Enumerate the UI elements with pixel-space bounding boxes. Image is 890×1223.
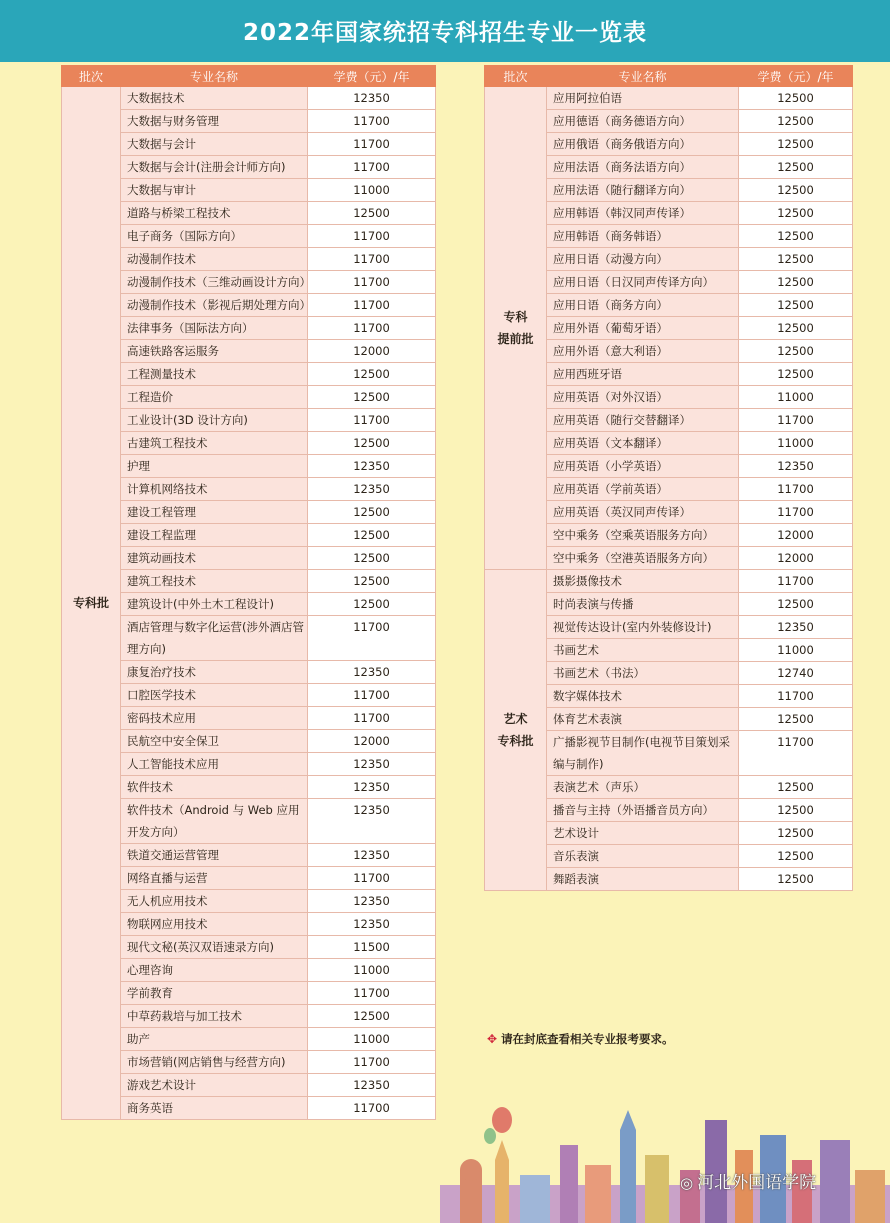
major-name-cell: 建设工程监理 bbox=[121, 524, 308, 547]
tuition-fee-cell: 12500 bbox=[308, 524, 436, 547]
table-row bbox=[485, 87, 853, 110]
major-name-cell: 大数据与财务管理 bbox=[121, 110, 308, 133]
major-name-cell: 书画艺术 bbox=[547, 639, 739, 662]
major-name-cell: 铁道交通运营管理 bbox=[121, 844, 308, 867]
major-name-cell: 应用日语（动漫方向） bbox=[547, 248, 739, 271]
header-major: 专业名称 bbox=[121, 66, 308, 87]
tuition-fee-cell: 11000 bbox=[308, 1028, 436, 1051]
tuition-fee-cell: 12500 bbox=[308, 501, 436, 524]
tuition-fee-cell: 11500 bbox=[308, 936, 436, 959]
major-name-cell: 物联网应用技术 bbox=[121, 913, 308, 936]
major-name-cell: 应用英语（学前英语） bbox=[547, 478, 739, 501]
batch-cell: 专科批 bbox=[62, 87, 121, 1120]
tuition-fee-cell: 12000 bbox=[739, 547, 853, 570]
tuition-fee-cell: 12500 bbox=[739, 845, 853, 868]
tuition-fee-cell: 12350 bbox=[308, 776, 436, 799]
tuition-fee-cell: 12350 bbox=[308, 913, 436, 936]
header-fee: 学费（元）/年 bbox=[308, 66, 436, 87]
tuition-fee-cell: 11700 bbox=[308, 409, 436, 432]
major-name-cell: 应用阿拉伯语 bbox=[547, 87, 739, 110]
tuition-fee-cell: 11700 bbox=[308, 225, 436, 248]
tuition-fee-cell: 12350 bbox=[308, 753, 436, 776]
tuition-fee-cell: 12350 bbox=[308, 890, 436, 913]
batch-cell: 艺术 专科批 bbox=[485, 570, 547, 891]
tuition-fee-cell: 11000 bbox=[308, 179, 436, 202]
tuition-fee-cell: 12350 bbox=[739, 455, 853, 478]
title-banner bbox=[0, 0, 890, 62]
tuition-fee-cell: 12500 bbox=[308, 386, 436, 409]
major-name-cell: 摄影摄像技术 bbox=[547, 570, 739, 593]
tuition-fee-cell: 11700 bbox=[739, 731, 853, 776]
tuition-fee-cell: 12500 bbox=[308, 432, 436, 455]
tuition-fee-cell: 12500 bbox=[308, 547, 436, 570]
watermark-text: 河北外国语学院 bbox=[697, 1173, 817, 1193]
tuition-fee-cell: 11700 bbox=[308, 616, 436, 661]
major-name-cell: 中草药栽培与加工技术 bbox=[121, 1005, 308, 1028]
footer-note bbox=[487, 1031, 674, 1047]
major-name-cell: 应用英语（随行交替翻译） bbox=[547, 409, 739, 432]
tuition-fee-cell: 11000 bbox=[739, 639, 853, 662]
major-name-cell: 高速铁路客运服务 bbox=[121, 340, 308, 363]
tuition-fee-cell: 11000 bbox=[739, 432, 853, 455]
tuition-fee-cell: 12500 bbox=[739, 868, 853, 891]
major-name-cell: 应用法语（商务法语方向） bbox=[547, 156, 739, 179]
major-name-cell: 应用英语（小学英语） bbox=[547, 455, 739, 478]
major-name-cell: 空中乘务（空港英语服务方向） bbox=[547, 547, 739, 570]
tuition-fee-cell: 12500 bbox=[739, 317, 853, 340]
tuition-fee-cell: 12500 bbox=[739, 822, 853, 845]
header-major: 专业名称 bbox=[547, 66, 739, 87]
major-name-cell: 建设工程管理 bbox=[121, 501, 308, 524]
major-name-cell: 应用英语（英汉同声传译） bbox=[547, 501, 739, 524]
tuition-fee-cell: 12500 bbox=[739, 202, 853, 225]
four-point-star-icon: ✥ bbox=[487, 1032, 498, 1046]
tuition-fee-cell: 11700 bbox=[308, 317, 436, 340]
tuition-fee-cell: 12500 bbox=[739, 271, 853, 294]
tuition-fee-cell: 11700 bbox=[739, 409, 853, 432]
major-name-cell: 应用法语（随行翻译方向） bbox=[547, 179, 739, 202]
major-name-cell: 酒店管理与数字化运营(涉外酒店管理方向) bbox=[121, 616, 308, 661]
tuition-fee-cell: 12500 bbox=[739, 248, 853, 271]
major-name-cell: 建筑动画技术 bbox=[121, 547, 308, 570]
tuition-fee-cell: 12500 bbox=[739, 294, 853, 317]
tuition-fee-cell: 12500 bbox=[739, 179, 853, 202]
tuition-fee-cell: 12350 bbox=[308, 661, 436, 684]
major-name-cell: 广播影视节目制作(电视节目策划采编与制作) bbox=[547, 731, 739, 776]
major-name-cell: 古建筑工程技术 bbox=[121, 432, 308, 455]
major-name-cell: 建筑设计(中外土木工程设计) bbox=[121, 593, 308, 616]
major-name-cell: 应用外语（意大利语） bbox=[547, 340, 739, 363]
major-name-cell: 应用英语（对外汉语） bbox=[547, 386, 739, 409]
tuition-fee-cell: 12500 bbox=[739, 156, 853, 179]
major-name-cell: 时尚表演与传播 bbox=[547, 593, 739, 616]
left-table-header bbox=[62, 66, 436, 87]
major-name-cell: 播音与主持（外语播音员方向） bbox=[547, 799, 739, 822]
tuition-fee-cell: 11700 bbox=[739, 478, 853, 501]
major-name-cell: 软件技术 bbox=[121, 776, 308, 799]
tuition-fee-cell: 12350 bbox=[308, 1074, 436, 1097]
tuition-fee-cell: 11700 bbox=[308, 1051, 436, 1074]
major-name-cell: 建筑工程技术 bbox=[121, 570, 308, 593]
major-name-cell: 应用韩语（商务韩语） bbox=[547, 225, 739, 248]
tuition-fee-cell: 11000 bbox=[739, 386, 853, 409]
major-name-cell: 人工智能技术应用 bbox=[121, 753, 308, 776]
major-name-cell: 大数据与审计 bbox=[121, 179, 308, 202]
tuition-fee-cell: 12500 bbox=[739, 110, 853, 133]
tuition-fee-cell: 12500 bbox=[308, 570, 436, 593]
major-name-cell: 艺术设计 bbox=[547, 822, 739, 845]
major-name-cell: 计算机网络技术 bbox=[121, 478, 308, 501]
tuition-fee-cell: 12500 bbox=[308, 202, 436, 225]
major-name-cell: 应用日语（商务方向） bbox=[547, 294, 739, 317]
major-name-cell: 网络直播与运营 bbox=[121, 867, 308, 890]
left-table bbox=[61, 65, 436, 1120]
tuition-fee-cell: 11700 bbox=[308, 271, 436, 294]
major-name-cell: 数字媒体技术 bbox=[547, 685, 739, 708]
major-name-cell: 心理咨询 bbox=[121, 959, 308, 982]
tuition-fee-cell: 12350 bbox=[308, 478, 436, 501]
table-row bbox=[62, 87, 436, 110]
tuition-fee-cell: 11700 bbox=[308, 156, 436, 179]
major-name-cell: 法律事务（国际法方向） bbox=[121, 317, 308, 340]
major-name-cell: 民航空中安全保卫 bbox=[121, 730, 308, 753]
header-fee: 学费（元）/年 bbox=[739, 66, 853, 87]
tuition-fee-cell: 11700 bbox=[739, 501, 853, 524]
tuition-fee-cell: 11000 bbox=[308, 959, 436, 982]
tuition-fee-cell: 11700 bbox=[308, 248, 436, 271]
tuition-fee-cell: 12350 bbox=[308, 799, 436, 844]
tuition-fee-cell: 12740 bbox=[739, 662, 853, 685]
major-name-cell: 工业设计(3D 设计方向) bbox=[121, 409, 308, 432]
right-table-header bbox=[485, 66, 853, 87]
tuition-fee-cell: 12500 bbox=[308, 363, 436, 386]
tuition-fee-cell: 11700 bbox=[308, 294, 436, 317]
major-name-cell: 工程测量技术 bbox=[121, 363, 308, 386]
tuition-fee-cell: 12500 bbox=[739, 776, 853, 799]
major-name-cell: 康复治疗技术 bbox=[121, 661, 308, 684]
header-batch: 批次 bbox=[485, 66, 547, 87]
major-name-cell: 大数据与会计(注册会计师方向) bbox=[121, 156, 308, 179]
major-name-cell: 应用韩语（韩汉同声传译） bbox=[547, 202, 739, 225]
major-name-cell: 大数据技术 bbox=[121, 87, 308, 110]
tuition-fee-cell: 11700 bbox=[308, 110, 436, 133]
footer-note-text: 请在封底查看相关专业报考要求。 bbox=[501, 1032, 674, 1046]
tuition-fee-cell: 12500 bbox=[739, 133, 853, 156]
tuition-fee-cell: 11700 bbox=[308, 684, 436, 707]
major-name-cell: 书画艺术（书法） bbox=[547, 662, 739, 685]
tuition-fee-cell: 12500 bbox=[739, 363, 853, 386]
major-name-cell: 无人机应用技术 bbox=[121, 890, 308, 913]
watermark bbox=[680, 1168, 816, 1193]
major-name-cell: 现代文秘(英汉双语速录方向) bbox=[121, 936, 308, 959]
tuition-fee-cell: 11700 bbox=[308, 982, 436, 1005]
major-name-cell: 动漫制作技术 bbox=[121, 248, 308, 271]
major-name-cell: 应用德语（商务德语方向） bbox=[547, 110, 739, 133]
tuition-fee-cell: 12500 bbox=[739, 87, 853, 110]
tuition-fee-cell: 12000 bbox=[308, 730, 436, 753]
tuition-fee-cell: 12350 bbox=[308, 455, 436, 478]
page-title: 2022年国家统招专科招生专业一览表 bbox=[242, 20, 647, 46]
wechat-icon: ◎ bbox=[680, 1174, 694, 1192]
major-name-cell: 应用俄语（商务俄语方向） bbox=[547, 133, 739, 156]
major-name-cell: 应用英语（文本翻译） bbox=[547, 432, 739, 455]
tuition-fee-cell: 11700 bbox=[308, 867, 436, 890]
city-skyline-illustration bbox=[440, 1100, 890, 1223]
tuition-fee-cell: 12500 bbox=[739, 225, 853, 248]
tuition-fee-cell: 12350 bbox=[739, 616, 853, 639]
major-name-cell: 护理 bbox=[121, 455, 308, 478]
major-name-cell: 应用日语（日汉同声传译方向） bbox=[547, 271, 739, 294]
tuition-fee-cell: 12000 bbox=[739, 524, 853, 547]
major-name-cell: 电子商务（国际方向） bbox=[121, 225, 308, 248]
tuition-fee-cell: 12500 bbox=[308, 593, 436, 616]
tuition-fee-cell: 12500 bbox=[739, 708, 853, 731]
major-name-cell: 市场营销(网店销售与经营方向) bbox=[121, 1051, 308, 1074]
tuition-fee-cell: 11700 bbox=[739, 685, 853, 708]
major-name-cell: 应用西班牙语 bbox=[547, 363, 739, 386]
major-name-cell: 软件技术（Android 与 Web 应用开发方向） bbox=[121, 799, 308, 844]
tuition-fee-cell: 12500 bbox=[739, 799, 853, 822]
major-name-cell: 动漫制作技术（三维动画设计方向） bbox=[121, 271, 308, 294]
major-name-cell: 应用外语（葡萄牙语） bbox=[547, 317, 739, 340]
batch-cell: 专科 提前批 bbox=[485, 87, 547, 570]
tuition-fee-cell: 12350 bbox=[308, 844, 436, 867]
major-name-cell: 游戏艺术设计 bbox=[121, 1074, 308, 1097]
major-name-cell: 视觉传达设计(室内外装修设计) bbox=[547, 616, 739, 639]
major-name-cell: 动漫制作技术（影视后期处理方向） bbox=[121, 294, 308, 317]
major-name-cell: 大数据与会计 bbox=[121, 133, 308, 156]
tuition-fee-cell: 12500 bbox=[739, 593, 853, 616]
major-name-cell: 舞蹈表演 bbox=[547, 868, 739, 891]
major-name-cell: 表演艺术（声乐） bbox=[547, 776, 739, 799]
major-name-cell: 工程造价 bbox=[121, 386, 308, 409]
major-name-cell: 助产 bbox=[121, 1028, 308, 1051]
tuition-fee-cell: 11700 bbox=[308, 133, 436, 156]
tuition-fee-cell: 12500 bbox=[739, 340, 853, 363]
major-name-cell: 学前教育 bbox=[121, 982, 308, 1005]
table-row bbox=[485, 570, 853, 593]
tuition-fee-cell: 12500 bbox=[308, 1005, 436, 1028]
major-name-cell: 空中乘务（空乘英语服务方向） bbox=[547, 524, 739, 547]
major-name-cell: 商务英语 bbox=[121, 1097, 308, 1120]
tuition-fee-cell: 11700 bbox=[308, 707, 436, 730]
tuition-fee-cell: 11700 bbox=[739, 570, 853, 593]
header-batch: 批次 bbox=[62, 66, 121, 87]
major-name-cell: 密码技术应用 bbox=[121, 707, 308, 730]
major-name-cell: 口腔医学技术 bbox=[121, 684, 308, 707]
major-name-cell: 音乐表演 bbox=[547, 845, 739, 868]
major-name-cell: 体育艺术表演 bbox=[547, 708, 739, 731]
tuition-fee-cell: 12000 bbox=[308, 340, 436, 363]
tuition-fee-cell: 11700 bbox=[308, 1097, 436, 1120]
right-table bbox=[484, 65, 853, 891]
tuition-fee-cell: 12350 bbox=[308, 87, 436, 110]
major-name-cell: 道路与桥梁工程技术 bbox=[121, 202, 308, 225]
